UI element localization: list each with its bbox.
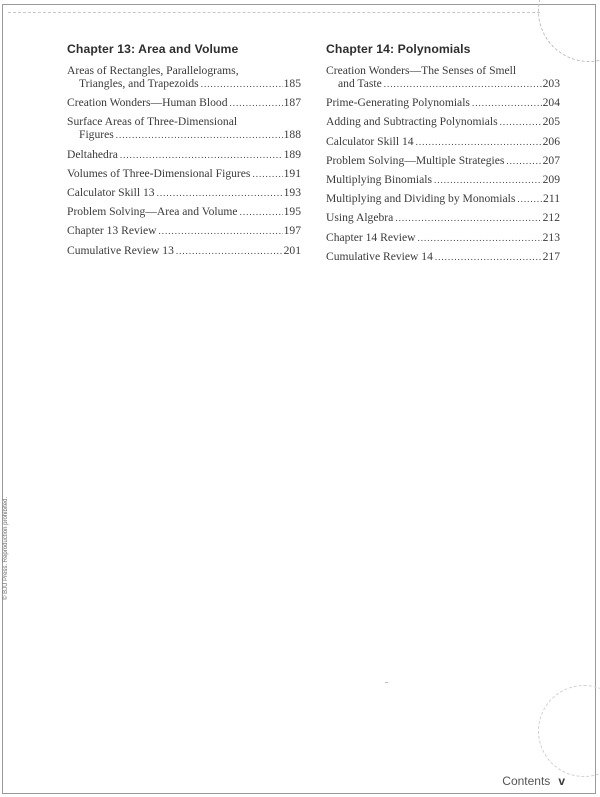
dot-leader (252, 169, 282, 180)
chapter-heading: Chapter 14: Polynomials (326, 42, 471, 56)
entry-page-number: 185 (283, 77, 301, 90)
dot-leader (157, 188, 283, 199)
chapter-14-section (326, 42, 560, 269)
dot-leader (159, 226, 283, 237)
entry-page-number: 187 (283, 96, 301, 110)
entry-title: Adding and Subtracting Polynomials (326, 115, 498, 129)
toc-entry[interactable] (326, 96, 560, 109)
toc-entry[interactable] (67, 167, 301, 180)
entry-title: Calculator Skill 13 (67, 185, 155, 199)
entry-title-line1: Creation Wonders—The Senses of Smell (326, 64, 517, 77)
entry-title: Using Algebra (326, 211, 394, 225)
entry-page-number: 193 (283, 185, 301, 199)
dot-leader (384, 79, 542, 90)
toc-entry[interactable] (326, 115, 560, 128)
toc-entry[interactable] (67, 224, 301, 237)
entry-title: Problem Solving—Multiple Strategies (326, 153, 505, 167)
dot-leader (395, 213, 541, 224)
toc-entry[interactable] (67, 115, 301, 141)
footer-label: Contents (502, 774, 551, 788)
entry-title: Cumulative Review 14 (326, 249, 433, 263)
dot-leader (416, 137, 542, 148)
entry-title-line1: Surface Areas of Three-Dimensional (67, 115, 238, 129)
entry-title: Chapter 13 Review (67, 224, 157, 238)
top-dashed-rule (8, 12, 540, 13)
entry-title: Chapter 14 Review (326, 230, 416, 244)
dot-leader (176, 246, 283, 257)
print-speck (385, 682, 388, 683)
entry-page-number: 191 (283, 166, 301, 180)
entry-page-number: 217 (542, 249, 560, 263)
entry-page-number: 197 (283, 224, 301, 238)
chapter-heading: Chapter 13: Area and Volume (67, 42, 239, 56)
dot-leader (230, 98, 283, 109)
toc-entry[interactable] (326, 173, 560, 186)
entry-page-number: 195 (283, 205, 301, 219)
entry-title: Calculator Skill 14 (326, 134, 414, 148)
toc-entry[interactable] (326, 231, 560, 244)
page-footer (502, 774, 565, 788)
toc-entry[interactable] (67, 205, 301, 218)
entry-page-number: 212 (542, 211, 560, 225)
toc-entry[interactable] (326, 154, 560, 167)
dot-leader (517, 194, 542, 205)
dot-leader (435, 252, 542, 263)
toc-entry[interactable] (326, 192, 560, 205)
entry-title: Multiplying Binomials (326, 172, 432, 186)
dot-leader (472, 98, 542, 109)
dot-leader (240, 207, 283, 218)
toc-entry[interactable] (326, 250, 560, 263)
dot-leader (116, 130, 283, 141)
entry-page-number: 213 (542, 230, 560, 244)
toc-entry[interactable] (67, 148, 301, 161)
entry-page-number: 203 (542, 77, 560, 90)
entry-page-number: 206 (542, 134, 560, 148)
entry-page-number: 205 (542, 115, 560, 129)
toc-entry[interactable] (326, 211, 560, 224)
footer-page-numeral: v (558, 774, 565, 788)
entry-title-line2: Triangles, and Trapezoids (79, 77, 199, 90)
dot-leader (506, 156, 541, 167)
entry-title-line1: Areas of Rectangles, Parallelograms, (67, 64, 239, 77)
entry-page-number: 189 (283, 147, 301, 161)
toc-entry[interactable] (67, 186, 301, 199)
dot-leader (120, 150, 283, 161)
entry-title: Multiplying and Dividing by Monomials (326, 192, 516, 206)
entry-page-number: 188 (283, 128, 301, 142)
entry-page-number: 207 (542, 153, 560, 167)
entry-page-number: 209 (542, 172, 560, 186)
toc-entry[interactable] (326, 135, 560, 148)
entry-title: Creation Wonders—Human Blood (67, 96, 228, 110)
entry-title: Problem Solving—Area and Volume (67, 205, 238, 219)
entry-page-number: 201 (283, 243, 301, 257)
entry-page-number: 211 (543, 192, 560, 206)
dot-leader (418, 233, 542, 244)
toc-entry[interactable] (67, 244, 301, 257)
dot-leader (434, 175, 542, 186)
copyright-notice: © BJU Press. Reproduction prohibited. (3, 496, 9, 600)
dot-leader (500, 117, 542, 128)
toc-entry[interactable] (67, 96, 301, 109)
entry-page-number: 204 (542, 96, 560, 110)
dot-leader (201, 79, 283, 90)
toc-entry[interactable] (326, 64, 560, 90)
entry-title: Volumes of Three-Dimensional Figures (67, 166, 251, 180)
entry-title: Cumulative Review 13 (67, 243, 174, 257)
entry-title-line2: and Taste (338, 77, 382, 90)
chapter-13-section (67, 42, 301, 263)
entry-title-line2: Figures (79, 128, 114, 142)
entry-title: Deltahedra (67, 147, 118, 161)
toc-entry[interactable] (67, 64, 301, 90)
entry-title: Prime-Generating Polynomials (326, 96, 470, 110)
